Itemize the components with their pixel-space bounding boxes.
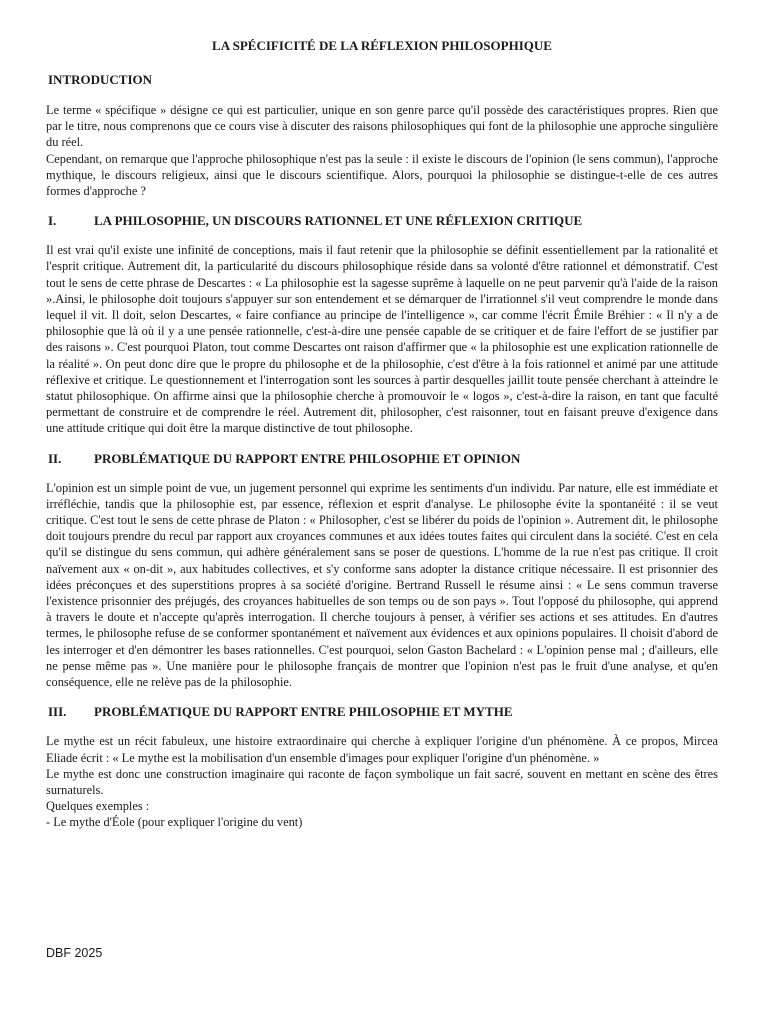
document-title: LA SPÉCIFICITÉ DE LA RÉFLEXION PHILOSOPHIQUE <box>212 38 552 53</box>
section-3-paragraph-2: Le mythe est donc une construction imaginaire qui raconte de façon symbolique un fait sacré, souvent en mettant en scène des êtres surnaturels. <box>46 766 718 797</box>
intro-paragraph-2: Cependant, on remarque que l'approche philosophique n'est pas la seule : il existe le discours de l'opinion (le sens commun), l'approche mythique, le discours religieux, ainsi que le discours scientifique. Alors, pourquoi la philosophie se distingue-t-elle de ces autres formes d'approche ? <box>46 151 718 199</box>
section-1-number: I. <box>48 213 57 229</box>
section-2-heading <box>46 451 718 467</box>
section-1-paragraph: Il est vrai qu'il existe une infinité de conceptions, mais il faut retenir que la philosophie se définit essentiellement par la rationalité et l'esprit critique. Autrement dit, la particularité du discours philosophique réside dans sa volonté d'être rationnel et démonstratif. C'est tout le sens de cette phrase de Descartes : « La philosophie est la sagesse suprême à laquelle on ne peut parvenir qu'à l'aide de la raison ».Ainsi, le philosophe doit toujours s'appuyer sur son entendement et se démarquer de l'irrationnel s'il veut comprendre le monde dans lequel il vit. Il doit, selon Descartes, « faire confiance au principe de l'intelligence », car comme l'écrit Émile Bréhier : « Il n'y a de philosophie que là où il y a une pensée rationnelle, c'est-à-dire une pensée capable de se critiquer et de faire l'effort de se justifier par des raisons ». C'est pourquoi Platon, tout comme Descartes ont raison d'affirmer que « la philosophie est une explication rationnelle de la réalité ». On peut donc dire que le propre du philosophe et de la philosophie, c'est d'être à la fois rationnel et animé par une attitude réflexive et critique. Le questionnement et l'interrogation sont les sources à partir desquelles jaillit toute pensée cherchant à atteindre le statut philosophique. On affirme ainsi que la philosophie cherche à promouvoir le « logos », c'est-à-dire la raison, en tant que faculté permettant de construire et de comprendre le réel. Autrement dit, philosopher, c'est raisonner, tout en faisant preuve d'exigence dans une attitude critique qui doit être la marque distinctive de tout philosophe. <box>46 243 718 436</box>
footer-label: DBF 2025 <box>46 946 103 960</box>
section-3-paragraph-4: - Le mythe d'Éole (pour expliquer l'origine du vent) <box>46 815 303 830</box>
section-2-title: PROBLÉMATIQUE DU RAPPORT ENTRE PHILOSOPHIE ET OPINION <box>94 450 521 466</box>
section-2-paragraph: L'opinion est un simple point de vue, un jugement personnel qui exprime les sentiments d'un individu. Par nature, elle est immédiate et irréfléchie, tandis que la philosophie est, par essence, réflexion et esprit d'analyse. Le philosophe évite la spontanéité : il se veut critique. C'est tout le sens de cette phrase de Platon : « Philosopher, c'est se libérer du poids de l'opinion ». Autrement dit, le philosophe doit toujours prendre du recul par rapport aux croyances communes et aux idées toutes faites qui circulent dans la société. C'est en cela qu'il se distingue du sens commun, qui adhère généralement sans se poser de questions. L'homme de la rue n'est pas critique. Il croit naïvement aux « on-dit », aux habitudes collectives, et s'y conforme sans adopter la distance critique nécessaire. Il est prisonnier des idées préconçues et des superstitions propres à sa société d'origine. Bertrand Russell le résume ainsi : « Le sens commun traverse l'existence prisonnier des préjugés, des croyances habituelles de son temps ou de son pays ». Tout l'opposé du philosophe, qui apprend à travers le doute et n'accepte qu'après interrogation. Il cherche toujours à penser, à vérifier ses actions et ses attitudes. En d'autres termes, le philosophe refuse de se conformer spontanément et naïvement aux évidences et aux opinions populaires. Il choisit d'abord de les interroger et d'en démontrer les bases rationnelles. C'est pourquoi, selon Gaston Bachelard : « L'opinion pense mal ; d'ailleurs, elle ne pense même pas ». Une manière pour le philosophe français de montrer que l'opinion n'est pas le fruit d'une analyse, et qu'en conséquence, elle ne relève pas de la philosophie. <box>46 480 718 690</box>
section-1-heading <box>46 213 718 229</box>
document-page <box>46 38 718 831</box>
section-3-heading <box>46 704 718 720</box>
section-2-number: II. <box>48 450 62 466</box>
section-1-title: LA PHILOSOPHIE, UN DISCOURS RATIONNEL ET UNE RÉFLEXION CRITIQUE <box>94 213 583 229</box>
intro-paragraph-1: Le terme « spécifique » désigne ce qui est particulier, unique en son genre parce qu'il possède des caractéristiques propres. Rien que par le titre, nous comprenons que ce cours vise à discuter des raisons philosophiques qui font de la philosophie une approche singulière du réel. <box>46 103 718 150</box>
section-3-paragraph-3: Quelques exemples : <box>46 799 150 814</box>
intro-heading: INTRODUCTION <box>48 72 153 87</box>
section-3-number: III. <box>48 704 67 720</box>
section-3-paragraph-1: Le mythe est un récit fabuleux, une histoire extraordinaire qui cherche à expliquer l'origine d'un phénomène. À ce propos, Mircea Eliade écrit : « Le mythe est la mobilisation d'un ensemble d'images pour expliquer l'origine d'un phénomène. » <box>46 734 718 765</box>
section-3-title: PROBLÉMATIQUE DU RAPPORT ENTRE PHILOSOPHIE ET MYTHE <box>94 704 513 720</box>
